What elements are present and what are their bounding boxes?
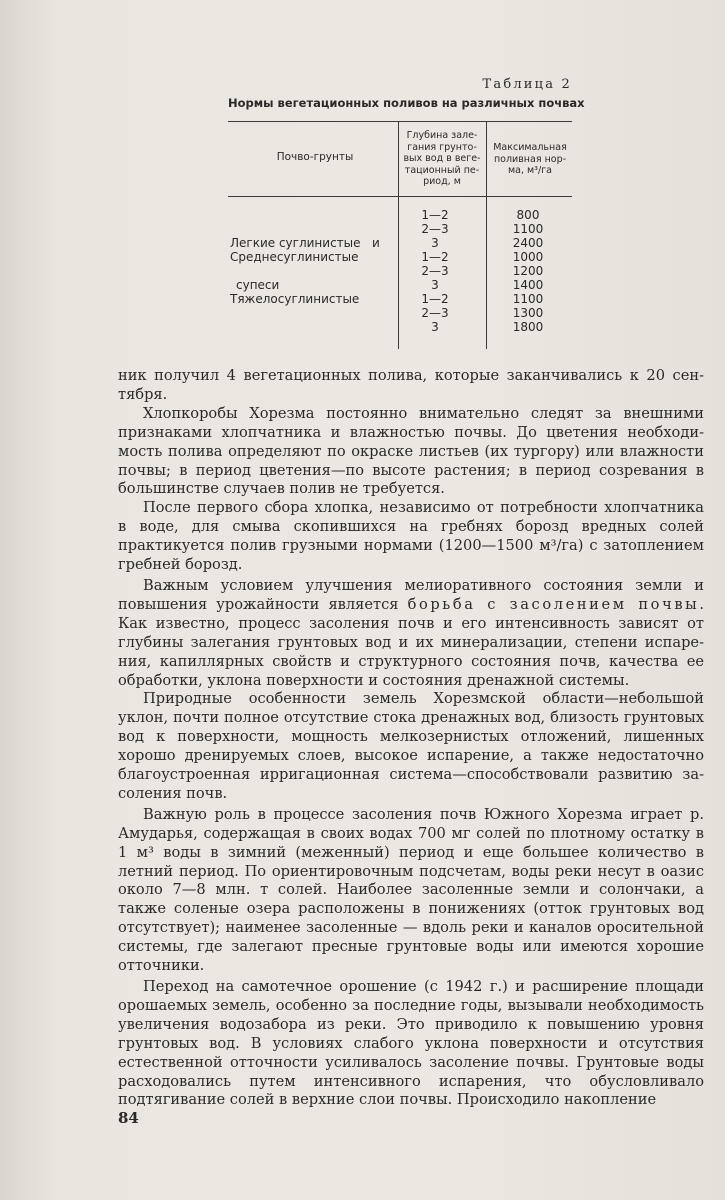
table-depth-cell: 2—3 — [421, 306, 449, 320]
paragraph: Хлопкоробы Хорезма постоянно внимательно следят за внешними признаками хлопчатника и влажностью почвы. До цветения необходимость полива определяют по окраске листьев (их тургору) или влажности почвы; в период цветения—по высоте растения; в период созревания в большинстве случаев полив не требуется. — [118, 404, 704, 498]
table-header-norm: Максимальная поливная нор- ма, м³/га — [493, 142, 567, 176]
paragraph: Важным условием улучшения мелиоративного состояния земли и повышения урожайности является борьба с засолением почвы. Как известно, процесс засоления почв и его интенсивность зависят от глубины залегания грунтовых вод и их минерализации, степени испарения, капиллярных свойств и структурного состояния почв, качества ее обработки, уклона поверхности и состояния дренажной системы. — [118, 576, 704, 689]
table-column-divider-1 — [398, 121, 399, 349]
table-depth-cell: 1—2 — [421, 208, 449, 222]
table-depth-cell: 3 — [431, 278, 439, 292]
table-depth-cell: 3 — [431, 236, 439, 250]
table-header-depth: Глубина зале- гания грунто- вых вод в веге- тационный пе- риод, м — [403, 130, 481, 187]
table-norm-cell: 1400 — [512, 278, 544, 292]
table-norm-cell: 1100 — [512, 292, 544, 306]
table-norm-cell: 1100 — [512, 222, 544, 236]
table-depth-cell: 3 — [431, 320, 439, 334]
table-soil-heavy: Тяжелосуглинистые — [230, 292, 360, 306]
table-depth-cell: 2—3 — [421, 222, 449, 236]
table-norm-cell: 2400 — [512, 236, 544, 250]
table-caption: Таблица 2 — [482, 77, 572, 92]
paragraph: Переход на самотечное орошение (с 1942 г.) и расширение площади орошаемых земель, особенно за последние годы, вызывали необходимость увеличения водозабора из реки. Это приводило к повышению уровня грунтовых вод. В условиях слабого уклона поверхности и отсутствия естественной отточности усиливалось засоление почвы. Грунтовые воды расходовались путем интенсивного испарения, что обусловливало подтягивание солей в верхние слои почвы. Происходило накопление — [118, 978, 704, 1109]
table-norm-cell: 1800 — [512, 320, 544, 334]
paragraph: Важную роль в процессе засоления почв Южного Хорезма играет р. Амударья, содержащая в своих водах 700 мг солей по плотному остатку в 1 м³ воды в зимний (меженный) период и еще большее количество в летний период. По ориентировочным подсчетам, воды реки несут в оазис около 7—8 млн. т солей. Наиболее засоленные земли и солончаки, а также соленые озера расположены в понижениях (отток грунтовых вод отсутствует); наименее засоленные — вдоль реки и каналов оросительной системы, где залегают пресные грунтовые воды или имеются хорошие отточники. — [118, 805, 704, 975]
table-header-soil: Почво-грунты — [276, 151, 354, 163]
paragraph: После первого сбора хлопка, независимо от потребности хлопчатника в воде, для смыва скопившихся на гребнях борозд вредных солей практикуется полив грузными нормами (1200—1500 м³/га) с затоплением гребней борозд. — [118, 499, 704, 574]
table-soil-medium: Среднесуглинистые — [230, 250, 359, 264]
table-norm-cell: 800 — [516, 208, 540, 222]
page-number: 84 — [118, 1109, 139, 1127]
paragraph: Природные особенности земель Хорезмской области—небольшой уклон, почти полное отсутствие стока дренажных вод, близость грунтовых вод к поверхности, мощность мелкозернистых отложений, лишенных хорошо дренируемых слоев, высокое испарение, а также недостаточно благоустроенная ирригационная система—способствовали развитию засоления почв. — [118, 690, 704, 802]
table-column-divider-2 — [486, 121, 487, 349]
paragraph: ник получил 4 вегетационных полива, которые заканчивались к 20 сентября. — [118, 367, 704, 403]
table-soil-light: Легкие суглинистые и супеси — [230, 236, 380, 292]
table-header-rule — [228, 196, 572, 197]
table-depth-cell: 1—2 — [421, 250, 449, 264]
table-depth-cell: 1—2 — [421, 292, 449, 306]
body-text — [118, 367, 704, 1110]
table-title: Нормы вегетационных поливов на различных почвах — [228, 96, 585, 110]
table-depth-cell: 2—3 — [421, 264, 449, 278]
table-norm-cell: 1300 — [512, 306, 544, 320]
table-norm-cell: 1200 — [512, 264, 544, 278]
spaced-emphasis: борьба с засолением почвы — [407, 595, 700, 613]
table-top-rule — [228, 121, 572, 122]
table-norm-cell: 1000 — [512, 250, 544, 264]
